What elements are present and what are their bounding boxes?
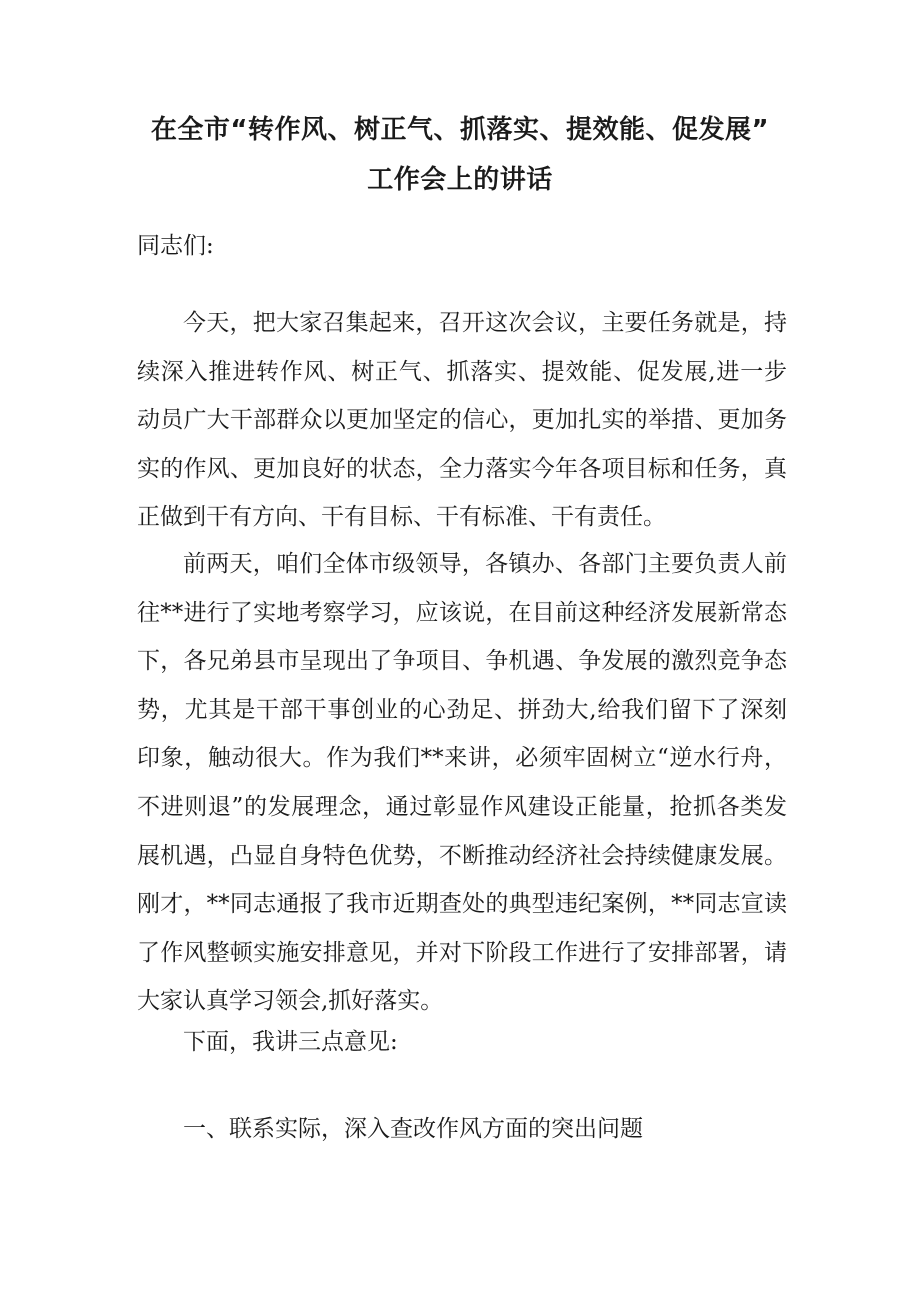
paragraph-opening: 今天，把大家召集起来，召开这次会议，主要任务就是，持续深入推进转作风、树正气、抓落实、提效能、促发展,进一步动员广大干部群众以更加坚定的信心，更加扎实的举措、更加务实的作风、更加良好的状态，全力落实今年各项目标和任务，真正做到干有方向、干有目标、干有标准、干有责任。 [137,310,787,531]
section-heading-1: 一、联系实际，深入查改作风方面的突出问题 [183,1116,643,1142]
paragraph-study-tour: 前两天，咱们全体市级领导，各镇办、各部门主要负责人前往**进行了实地考察学习，应该说，在目前这种经济发展新常态下，各兄弟县市呈现出了争项目、争机遇、争发展的激烈竞争态势，尤其是干部干事创业的心劲足、拼劲大,给我们留下了深刻印象，触动很大。作为我们**来讲，必须牢固树立“逆水行舟，不进则退”的发展理念，通过彰显作风建设正能量，抢抓各类发展机遇，凸显自身特色优势，不断推动经济社会持续健康发展。刚才，**同志通报了我市近期查处的典型违纪案例，**同志宣读了作风整顿实施安排意见，并对下阶段工作进行了安排部署，请大家认真学习领会,抓好落实。 [137,551,787,1015]
document-title-line-1: 在全市“转作风、树正气、抓落实、提效能、促发展” [150,115,770,145]
document-title-line-2: 工作会上的讲话 [367,165,553,195]
salutation: 同志们: [137,233,214,259]
paragraph-transition: 下面，我讲三点意见: [183,1029,398,1055]
